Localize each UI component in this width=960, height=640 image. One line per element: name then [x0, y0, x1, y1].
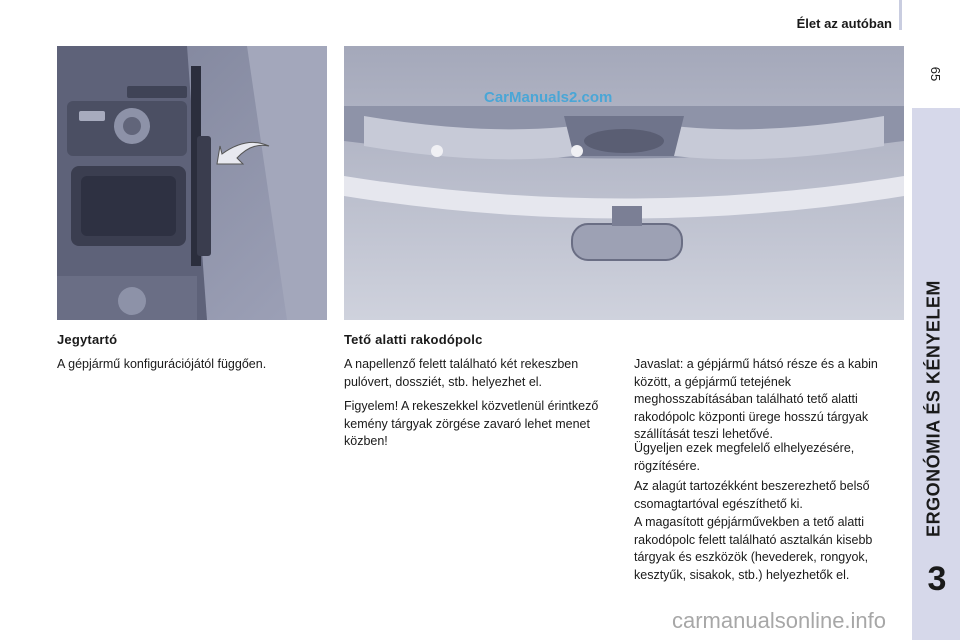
section-heading-ticket-holder: Jegytartó [57, 332, 118, 347]
chapter-title-text: ERGONÓMIA ÉS KÉNYELEM [923, 280, 944, 537]
ticket-holder-text: A gépjármű konfigurációjától függően. [57, 357, 267, 371]
roof-storage-advice-1: Javaslat: a gépjármű hátsó része és a kabin között, a gépjármű tetejének meghosszabításában található tető alatti rakodópolc központi ürege hosszú tárgyak szállítását teszi lehetővé. [634, 357, 878, 441]
roof-storage-advice-2: Ügyeljen ezek megfelelő elhelyezésére, rögzítésére. [634, 441, 855, 473]
footer-watermark: carmanualsonline.info [672, 608, 887, 633]
watermark-brand: CarManuals2.com [484, 89, 613, 106]
roof-storage-advice-3: Az alagút tartozékként beszerezhető belső csomagtartóval egészíthető ki. [634, 479, 870, 511]
ticket-holder-image [57, 46, 327, 320]
roof-storage-illustration-icon [344, 46, 904, 320]
chapter-number: 3 [927, 560, 947, 598]
running-header: Élet az autóban [796, 16, 892, 31]
section-heading-roof-storage: Tető alatti rakodópolc [344, 332, 483, 347]
roof-storage-image [344, 46, 904, 320]
roof-storage-advice-4: A magasított gépjárművekben a tető alatti rakodópolc felett található asztalkán kisebb tárgyak és eszközök (hevederek, rongyok, kesztyűk, sisakok, stb.) helyezhetők el. [634, 515, 873, 582]
roof-storage-text-2: Figyelem! A rekeszekkel közvetlenül érintkező kemény tárgyak zörgése zavaró lehet menet közben! [344, 399, 599, 448]
ticket-holder-illustration-icon [57, 46, 327, 320]
roof-storage-text-1: A napellenző felett található két rekeszben pulóvert, dossziét, stb. helyezhet el. [344, 357, 579, 389]
page-number: 65 [928, 66, 943, 82]
header-divider [899, 0, 902, 30]
